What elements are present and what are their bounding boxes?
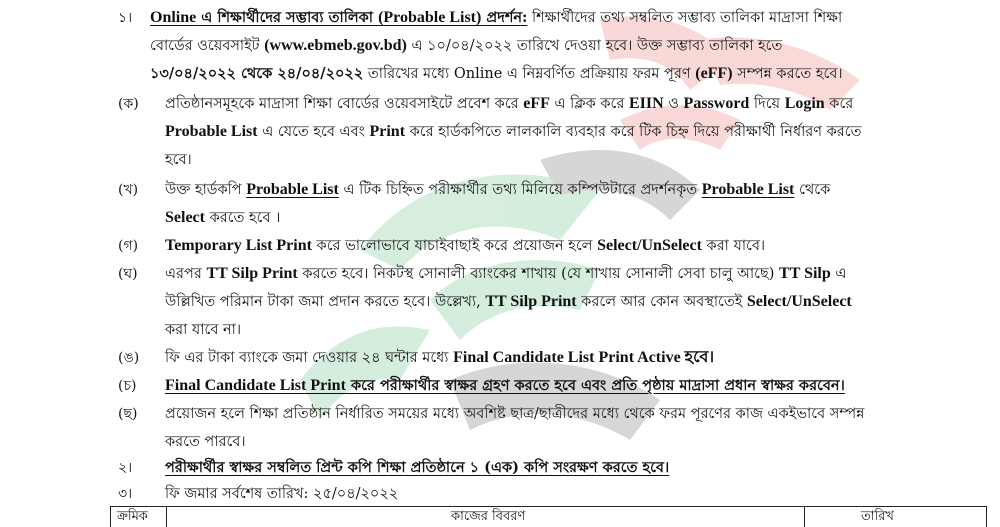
item-text	[150, 4, 842, 32]
body-text: করা যাবে।	[701, 238, 766, 254]
body-text: উল্লিখিত পরিমান টাকা জমা প্রদান করতে হবে। উল্লেখ্য,	[165, 294, 486, 310]
body-text: ফি এর টাকা ব্যাংকে জমা দেওয়ার ২৪ ঘন্টার মধ্যে	[165, 350, 454, 366]
eff-term: (eFF)	[695, 65, 733, 82]
column-header-date: তারিখ	[861, 509, 894, 524]
column-divider	[804, 507, 805, 527]
item-2-line-1	[0, 454, 1000, 482]
term: TT Silp Print	[485, 293, 577, 310]
body-text: পরীক্ষার্থীর স্বাক্ষর সম্বলিত প্রিন্ট কপি শিক্ষা প্রতিষ্ঠানে ১ (এক) কপি সংরক্ষণ করতে হবে।	[165, 459, 670, 476]
body-text: করে হার্ডকপিতে লালকালি ব্যবহার করে টিক চিহ্ন দিয়ে পরীক্ষার্থী নির্ধারণ করতে	[405, 124, 862, 140]
online-term: Online	[150, 9, 197, 26]
item-cha-line-1	[0, 372, 1000, 400]
item-text	[165, 118, 861, 146]
item-1-line-3	[0, 60, 1000, 88]
body-text: সম্পন্ন করতে হবে।	[732, 66, 843, 82]
item-number: (ঙ)	[118, 350, 140, 366]
body-text: এ ক্লিক করে	[549, 96, 629, 112]
item-ga-line-1	[0, 232, 1000, 260]
item-gha-line-3	[0, 316, 1000, 344]
body-text: করা যাবে না।	[165, 322, 242, 338]
item-ka-line-1	[0, 90, 1000, 118]
item-chha-line-1	[0, 400, 1000, 428]
item-kha-line-2	[0, 204, 1000, 232]
item-number: ২।	[118, 460, 133, 476]
item-text	[165, 176, 830, 204]
term: Probable List	[165, 123, 258, 140]
body-text: করে পরীক্ষার্থীর স্বাক্ষর গ্রহণ করতে হবে এবং প্রতি পৃষ্ঠায় মাদ্রাসা প্রধান স্বাক্ষর করবেন।	[345, 377, 845, 394]
heading-text: প্রদর্শন:	[481, 9, 528, 26]
probable-list-term: (Probable List)	[378, 9, 482, 26]
item-chha-line-2	[0, 428, 1000, 456]
item-number: (চ)	[118, 378, 137, 394]
item-ka-line-3	[0, 146, 1000, 174]
body-text: এ	[830, 266, 847, 282]
body-text: উক্ত হার্ডকপি	[165, 182, 247, 198]
term: Final Candidate List Print	[165, 377, 346, 394]
body-text: এরপর	[165, 266, 207, 282]
item-text	[165, 344, 714, 372]
term: Select/UnSelect	[746, 293, 852, 310]
term: TT Silp	[779, 265, 831, 282]
item-text	[165, 232, 765, 260]
item-text	[165, 288, 852, 316]
website-url: (www.ebmeb.gov.bd)	[264, 37, 407, 54]
column-header-description: কাজের বিবরণ	[451, 509, 526, 524]
body-text: হবে।	[165, 152, 192, 168]
item-number: ১।	[118, 10, 133, 26]
term: Final Candidate List Print Active হবে।	[453, 349, 715, 366]
body-text: ফি জমার সর্বশেষ তারিখ: ২৫/০৪/২০২২	[165, 486, 399, 502]
schedule-table-header	[110, 506, 987, 527]
item-text	[165, 204, 280, 232]
item-gha-line-1	[0, 260, 1000, 288]
item-gha-line-2	[0, 288, 1000, 316]
term: eFF	[523, 95, 550, 112]
item-number: (ছ)	[118, 406, 138, 422]
body-text: করে	[824, 96, 854, 112]
term: Password	[683, 95, 750, 112]
item-text	[165, 90, 853, 118]
body-text: এ ১০/০৪/২০২২ তারিখে দেওয়া হবে। উক্ত সম্ভাব্য তালিকা হতে	[406, 38, 783, 54]
item-number: (ঘ)	[118, 266, 138, 282]
term: Login	[784, 95, 825, 112]
body-text: এ যেতে হবে এবং	[257, 124, 370, 140]
term: Print	[369, 123, 406, 140]
body-text: থেকে	[794, 182, 831, 198]
body-text: করে ভালোভাবে যাচাইবাছাই করে প্রয়োজন হলে	[311, 238, 598, 254]
body-text: তারিখের মধ্যে Online এ নিম্নবর্ণিত প্রক্রিয়ায় ফরম পূরণ	[363, 66, 696, 82]
item-1-line-1	[0, 4, 1000, 32]
body-text: প্রয়োজন হলে শিক্ষা প্রতিষ্ঠান নির্ধারিত সময়ের মধ্যে অবশিষ্ট ছাত্র/ছাত্রীদের মধ্যে থেকে ফরম পূরণের কাজ একইভাবে সম্পন্ন	[165, 406, 865, 422]
item-umo-line-1	[0, 344, 1000, 372]
item-text	[165, 260, 846, 288]
item-1-line-2	[0, 32, 1000, 60]
column-header-serial: ক্রমিক	[117, 509, 148, 524]
item-number: (গ)	[118, 238, 139, 254]
date-range: ১৩/০৪/২০২২ থেকে ২৪/০৪/২০২২	[150, 65, 364, 82]
term: EIIN	[628, 95, 664, 112]
body-text: এ টিক চিহ্নিত পরীক্ষার্থীর তথ্য মিলিয়ে কম্পিউটারে প্রদর্শনকৃত	[338, 182, 702, 198]
item-3-line-1	[0, 480, 1000, 508]
body-text: করলে আর কোন অবস্থাতেই	[576, 294, 747, 310]
term: TT Silp Print	[206, 265, 298, 282]
item-text	[150, 32, 782, 60]
body-text: প্রতিষ্ঠানসমূহকে মাদ্রাসা শিক্ষা বোর্ডের ওয়েবসাইটে প্রবেশ করে	[165, 96, 524, 112]
item-text	[150, 60, 843, 88]
item-number: ৩।	[118, 486, 133, 502]
body-text: দিয়ে	[749, 96, 785, 112]
body-text: শিক্ষার্থীদের তথ্য সম্বলিত সম্ভাব্য তালিকা মাদ্রাসা শিক্ষা	[527, 10, 843, 26]
item-text	[165, 372, 845, 400]
term: Probable List	[701, 181, 795, 198]
item-ka-line-2	[0, 118, 1000, 146]
term: Select/UnSelect	[597, 237, 702, 254]
body-text: করতে পারবে।	[165, 434, 246, 450]
body-text: ও	[663, 96, 684, 112]
heading-text: এ শিক্ষার্থীদের সম্ভাব্য তালিকা	[196, 9, 379, 26]
term: Temporary List Print	[165, 237, 312, 254]
body-text: বোর্ডের ওয়েবসাইট	[150, 38, 265, 54]
body-text: করতে হবে ।	[204, 210, 281, 226]
column-divider	[166, 507, 167, 527]
item-number: (ক)	[118, 96, 139, 112]
body-text: করতে হবে। নিকটস্থ সোনালী ব্যাংকের শাখায় (যে শাখায় সোনালী সেবা চালু আছে)	[297, 266, 780, 282]
item-number: (খ)	[118, 182, 139, 198]
term: Probable List	[246, 181, 339, 198]
item-kha-line-1	[0, 176, 1000, 204]
term: Select	[165, 209, 205, 226]
